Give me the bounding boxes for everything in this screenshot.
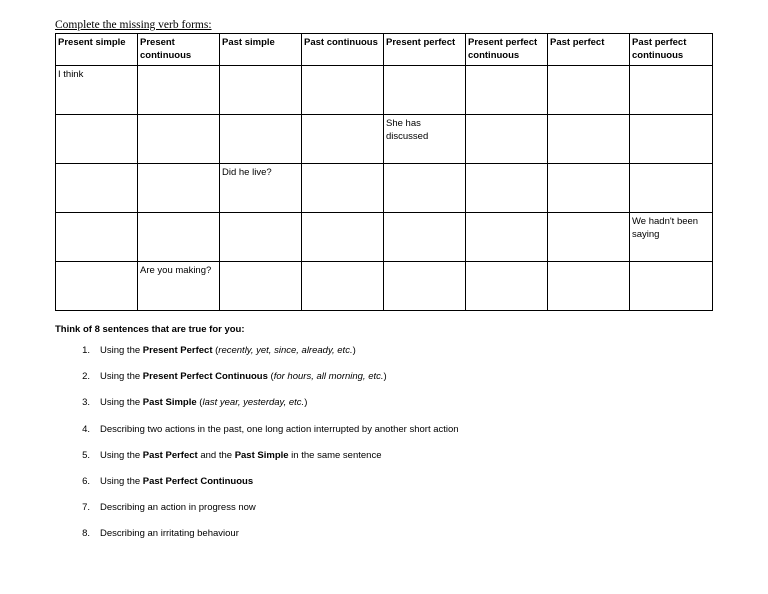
- task-item: [55, 371, 459, 397]
- task-example-words: last year, yesterday, etc.: [202, 397, 305, 409]
- table-cell[interactable]: [220, 262, 302, 311]
- task-text: [100, 528, 239, 554]
- task-text: [100, 397, 307, 423]
- worksheet-title: Complete the missing verb forms:: [55, 19, 212, 31]
- table-cell[interactable]: [220, 115, 302, 164]
- header-present-perfect: Present perfect: [384, 34, 466, 66]
- task-number: 3.: [82, 397, 90, 409]
- task-text-part: ): [352, 345, 356, 356]
- table-row: [56, 66, 713, 115]
- task-item: [55, 450, 459, 476]
- task-number: 5.: [82, 449, 90, 461]
- task-text-part: (: [267, 371, 274, 383]
- task-number: 2.: [82, 371, 90, 383]
- table-cell[interactable]: [466, 66, 548, 115]
- task-item: [55, 424, 459, 450]
- table-row: [56, 115, 713, 164]
- task-number: 7.: [82, 502, 90, 514]
- task-text-part: Using the: [100, 345, 143, 356]
- task-text: [100, 345, 356, 371]
- table-cell[interactable]: [548, 213, 630, 262]
- task-text-part: Describing two actions in the past, one long action interrupted by another short action: [100, 423, 459, 435]
- table-cell[interactable]: [630, 66, 713, 115]
- task-tense-name: Past Simple: [234, 449, 289, 461]
- task-item: [55, 502, 459, 528]
- task-text-part: Using the: [100, 397, 143, 409]
- table-cell[interactable]: [302, 115, 384, 164]
- header-past-simple: Past simple: [220, 34, 302, 66]
- table-cell[interactable]: [384, 262, 466, 311]
- task-tense-name: Past Simple: [142, 397, 197, 409]
- table-cell[interactable]: [384, 66, 466, 115]
- table-cell[interactable]: [56, 213, 138, 262]
- table-cell[interactable]: We hadn't been saying: [630, 213, 713, 262]
- instructions-heading: Think of 8 sentences that are true for you:: [55, 324, 245, 335]
- table-cell[interactable]: [56, 115, 138, 164]
- table-cell[interactable]: [384, 164, 466, 213]
- task-text-part: Describing an irritating behaviour: [100, 528, 239, 540]
- task-item: [55, 345, 459, 371]
- task-item: [55, 528, 459, 554]
- table-cell[interactable]: [302, 213, 384, 262]
- task-text-part: Using the: [100, 371, 143, 383]
- verb-forms-table: [55, 33, 713, 311]
- task-text-part: Using the: [100, 449, 143, 461]
- task-item: [55, 476, 459, 502]
- table-cell[interactable]: [138, 115, 220, 164]
- task-number: 6.: [82, 475, 90, 487]
- task-text-part: (: [212, 345, 219, 356]
- table-cell[interactable]: [302, 66, 384, 115]
- task-text-part: and the: [197, 449, 235, 461]
- table-row: [56, 164, 713, 213]
- task-list: [55, 345, 459, 555]
- task-text: [100, 371, 387, 397]
- task-example-words: for hours, all morning, etc.: [273, 371, 384, 383]
- table-row: [56, 262, 713, 311]
- header-past-continuous: Past continuous: [302, 34, 384, 66]
- table-cell[interactable]: [548, 164, 630, 213]
- task-text-part: Using the: [100, 475, 143, 487]
- table-cell[interactable]: [138, 164, 220, 213]
- table-cell[interactable]: Did he live?: [220, 164, 302, 213]
- header-present-simple: Present simple: [56, 34, 138, 66]
- table-cell[interactable]: [384, 213, 466, 262]
- table-cell[interactable]: [548, 262, 630, 311]
- table-cell[interactable]: She has discussed: [384, 115, 466, 164]
- table-cell[interactable]: [138, 66, 220, 115]
- task-item: [55, 397, 459, 423]
- table-header-row: [56, 34, 713, 66]
- table-cell[interactable]: [630, 262, 713, 311]
- table-cell[interactable]: I think: [56, 66, 138, 115]
- task-number: 8.: [82, 528, 90, 540]
- task-text-part: in the same sentence: [288, 449, 382, 461]
- task-text: [100, 450, 382, 476]
- table-cell[interactable]: [466, 115, 548, 164]
- table-cell[interactable]: [220, 213, 302, 262]
- task-text: [100, 502, 256, 528]
- table-cell[interactable]: [466, 213, 548, 262]
- table-cell[interactable]: [56, 262, 138, 311]
- task-tense-name: Past Perfect: [142, 449, 198, 461]
- task-text-part: Describing an action in progress now: [100, 502, 256, 514]
- table-cell[interactable]: [466, 164, 548, 213]
- table-cell[interactable]: [548, 66, 630, 115]
- header-present-continuous: Present continuous: [138, 34, 220, 66]
- header-past-perfect: Past perfect: [548, 34, 630, 66]
- task-text-part: (: [196, 397, 203, 409]
- table-row: [56, 213, 713, 262]
- header-past-perfect-continuous: Past perfect continuous: [630, 34, 713, 66]
- task-tense-name: Present Perfect Continuous: [142, 371, 268, 383]
- task-text-part: ): [383, 371, 387, 383]
- task-number: 4.: [82, 423, 90, 435]
- task-text: [100, 476, 253, 502]
- table-cell[interactable]: [138, 213, 220, 262]
- table-cell[interactable]: [56, 164, 138, 213]
- task-tense-name: Present Perfect: [142, 345, 213, 356]
- task-tense-name: Past Perfect Continuous: [142, 475, 254, 487]
- table-cell[interactable]: [630, 115, 713, 164]
- table-cell[interactable]: [302, 164, 384, 213]
- task-text-part: ): [304, 397, 308, 409]
- table-cell[interactable]: [548, 115, 630, 164]
- task-number: 1.: [82, 345, 90, 356]
- header-present-perfect-continuous: Present perfect continuous: [466, 34, 548, 66]
- task-text: [100, 424, 459, 450]
- task-example-words: recently, yet, since, already, etc.: [218, 345, 353, 356]
- table-cell[interactable]: [220, 66, 302, 115]
- table-cell[interactable]: [630, 164, 713, 213]
- table-cell[interactable]: Are you making?: [138, 262, 220, 311]
- table-cell[interactable]: [466, 262, 548, 311]
- table-cell[interactable]: [302, 262, 384, 311]
